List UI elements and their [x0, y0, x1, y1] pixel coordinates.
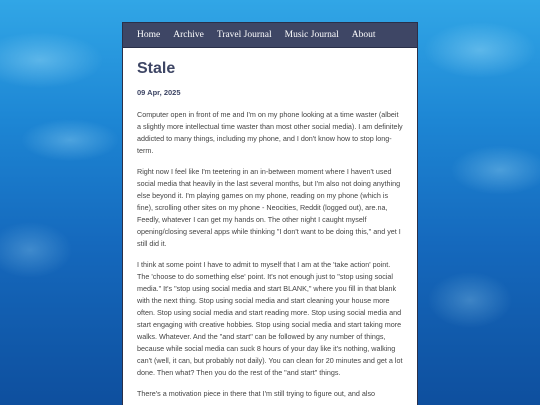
post-title: Stale: [137, 60, 176, 77]
top-nav: [123, 23, 417, 48]
nav-archive-link[interactable]: Archive: [173, 30, 204, 40]
nav-about-link[interactable]: About: [351, 30, 376, 40]
nav-travel-journal-link[interactable]: Travel Journal: [216, 30, 272, 40]
nav-home-link[interactable]: Home: [137, 30, 161, 40]
post-paragraph: Computer open in front of me and I'm on my phone looking at a time waster (albeit a slightly more intellectual time waster than most other social media). I am definitely addicted to many things, including my phone, and I don't know how to stop long-term.: [137, 110, 403, 155]
post-paragraph: Right now I feel like I'm teetering in an in-between moment where I haven't used social media that heavily in the last several months, but I'm also not doing anything else beyond it. I'm playing games on my phone, reading on my phone (which is fine), scrolling other sites on my phone - Neocities, Reddit (logged out), are.na, Feedly, whatever I can get my hands on. The other night I caught myself opening/closing several apps while thinking "I don't want to be doing this," and yet I still did it.: [137, 167, 401, 248]
blog-page: [122, 22, 418, 405]
post-content: [123, 48, 417, 400]
post-paragraph: There's a motivation piece in there that I'm still trying to figure out, and also: [137, 389, 376, 398]
nav-music-journal-link[interactable]: Music Journal: [284, 30, 339, 40]
post-date: 09 Apr, 2025: [137, 88, 181, 97]
post-paragraph: I think at some point I have to admit to myself that I am at the 'take action' point. The 'choose to do something else' point. It's not enough just to "stop using social media." It's "stop using social media and start BLANK," where you fill in that blank with the next thing. Stop using social media and start cleaning your house more often. Stop using social media and start reading more. Stop using social media and start engaging with creative hobbies. Stop using social media and start taking more walks. Whatever. And the "and start" can be followed by any number of things, because while social media can suck 8 hours of your day like it's nothing, walking can't (well, it can, but probably not daily). You can clean for 20 minutes and get a lot done. Then what? Then you do the rest of the "and start" things.: [137, 260, 403, 377]
